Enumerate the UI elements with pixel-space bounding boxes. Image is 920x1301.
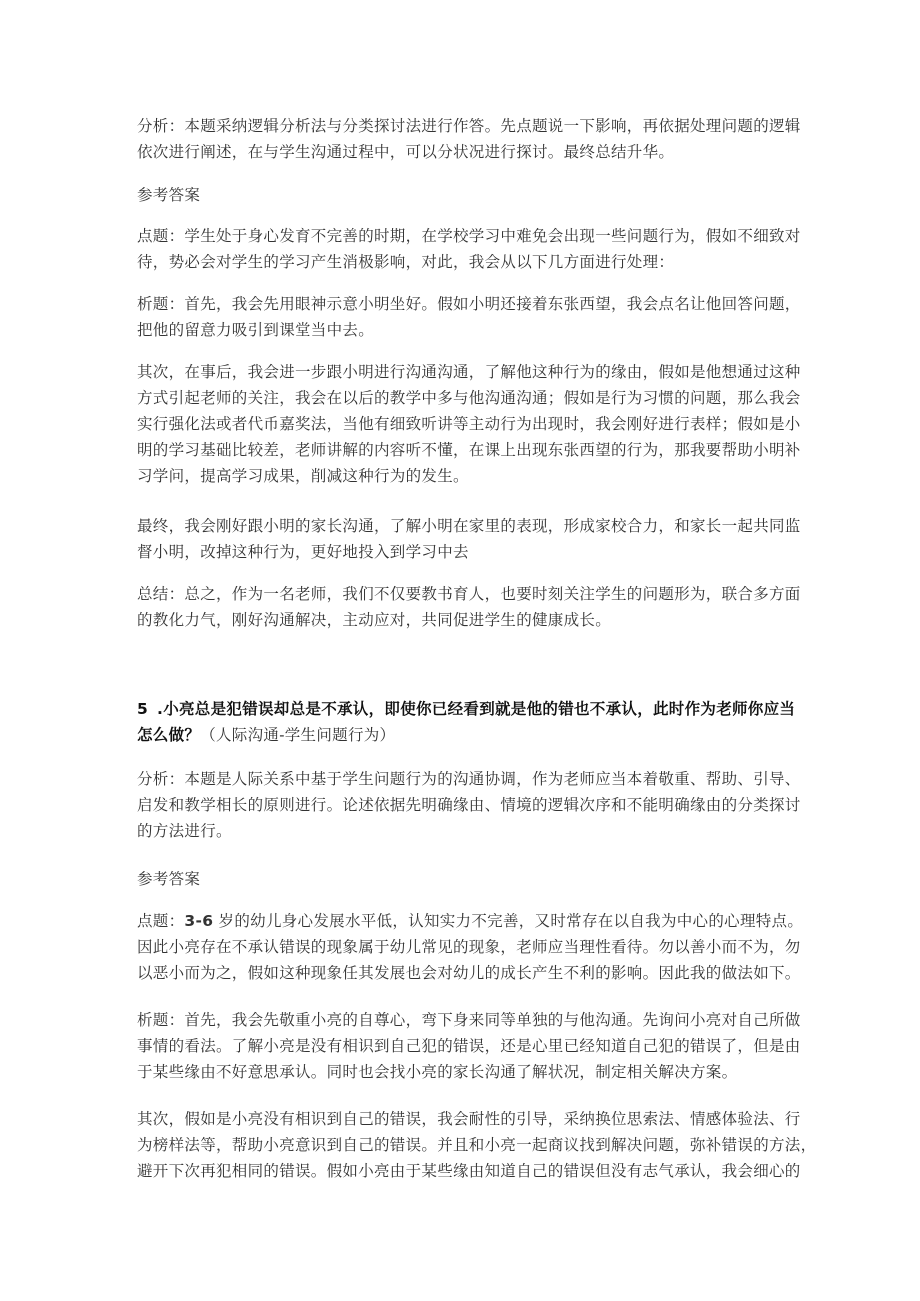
heading-text-1: .小亮总是犯错误却总是不承认，即使你已经看到就是他的错也不承认，此时作为老师你应当 xyxy=(157,700,796,718)
text-line: 点题：学生处于身心发育不完善的时期，在学校学习中难免会出现一些问题行为，假如不细致对 xyxy=(137,227,801,245)
text-line: 待，势必会对学生的学习产生消极影响，对此，我会从以下几方面进行处理： xyxy=(137,253,675,271)
analyze-paragraph-prev xyxy=(137,291,801,343)
question-heading xyxy=(137,696,797,748)
point-paragraph xyxy=(137,908,804,986)
second-paragraph-prev xyxy=(137,359,801,489)
text-line: 习学问，提高学习成果，削减这种行为的发生。 xyxy=(137,467,469,485)
text-line: 参考答案 xyxy=(137,186,201,204)
text-line: 启发和教学相长的原则进行。论述依据先明确缘由、情境的逻辑次序和不能明确缘由的分类探讨 xyxy=(137,796,801,814)
summary-paragraph-prev xyxy=(137,581,801,633)
text-line: 督小明，改掉这种行为，更好地投入到学习中去 xyxy=(137,543,469,561)
text-line: 明的学习基础比较差，老师讲解的内容听不懂，在课上出现东张西望的行为，那我要帮助小明补 xyxy=(137,441,801,459)
answer-label xyxy=(137,866,797,892)
point-prefix: 点题： xyxy=(137,912,185,930)
analysis-paragraph-prev xyxy=(137,113,801,165)
text-line: 以恶小而为之，假如这种现象任其发展也会对幼儿的成长产生不利的影响。因此我的做法如下。 xyxy=(137,964,801,982)
text-line: 分析：本题是人际关系中基于学生问题行为的沟通协调，作为老师应当本着敬重、帮助、引导、 xyxy=(137,770,801,788)
text-line: 其次，假如是小亮没有相识到自己的错误，我会耐性的引导，采纳换位思索法、情感体验法、行 xyxy=(137,1110,801,1128)
text-line: 因此小亮存在不承认错误的现象属于幼儿常见的现象，老师应当理性看待。勿以善小而不为，勿 xyxy=(137,938,801,956)
text-line: 为榜样法等，帮助小亮意识到自己的错误。并且和小亮一起商议找到解决问题，弥补错误的方法， xyxy=(137,1136,817,1154)
text-line: 把他的留意力吸引到课堂当中去。 xyxy=(137,321,375,339)
point-paragraph-prev xyxy=(137,223,801,275)
second-paragraph xyxy=(137,1106,817,1184)
text-line: 实行强化法或者代币嘉奖法，当他有细致听讲等主动行为出现时，我会刚好进行表样；假如是小 xyxy=(137,415,801,433)
analyze-paragraph xyxy=(137,1007,801,1085)
point-line-1-rest: 岁的幼儿身心发展水平低，认知实力不完善，又时常存在以自我为中心的心理特点。 xyxy=(218,912,804,930)
text-line: 析题：首先，我会先用眼神示意小明坐好。假如小明还接着东张西望，我会点名让他回答问题， xyxy=(137,295,801,313)
age-range: 3-6 xyxy=(184,912,214,930)
text-line: 避开下次再犯相同的错误。假如小亮由于某些缘由知道自己的错误但没有志气承认，我会细心的 xyxy=(137,1162,801,1180)
text-line: 析题：首先，我会先敬重小亮的自尊心，弯下身来同等单独的与他沟通。先询问小亮对自己所做 xyxy=(137,1011,801,1029)
answer-label-prev xyxy=(137,182,797,208)
heading-category-tag: （人际沟通-学生问题行为） xyxy=(200,726,396,744)
text-line: 的方法进行。 xyxy=(137,822,232,840)
text-line: 最终，我会刚好跟小明的家长沟通，了解小明在家里的表现，形成家校合力，和家长一起共同监 xyxy=(137,517,801,535)
text-line: 事情的看法。了解小亮是没有相识到自己犯的错误，还是心里已经知道自己犯的错误了，但是由 xyxy=(137,1037,801,1055)
text-line: 依次进行阐述，在与学生沟通过程中，可以分状况进行探讨。最终总结升华。 xyxy=(137,143,675,161)
final-paragraph-prev xyxy=(137,513,801,565)
text-line: 于某些缘由不好意思承认。同时也会找小亮的家长沟通了解状况，制定相关解决方案。 xyxy=(137,1063,738,1081)
text-line: 方式引起老师的关注，我会在以后的教学中多与他沟通沟通；假如是行为习惯的问题，那么我会 xyxy=(137,389,801,407)
heading-line-1 xyxy=(137,696,797,722)
text-line: 分析：本题采纳逻辑分析法与分类探讨法进行作答。先点题说一下影响，再依据处理问题的逻辑 xyxy=(137,117,801,135)
text-line: 其次，在事后，我会进一步跟小明进行沟通沟通，了解他这种行为的缘由，假如是他想通过这种 xyxy=(137,363,801,381)
question-number: 5 xyxy=(137,700,149,718)
text-line: 参考答案 xyxy=(137,870,201,888)
text-line: 总结：总之，作为一名老师，我们不仅要教书育人，也要时刻关注学生的问题形为，联合多方面 xyxy=(137,585,801,603)
text-line xyxy=(137,908,804,934)
heading-text-2: 怎么做？ xyxy=(137,726,201,744)
heading-line-2 xyxy=(137,722,797,748)
text-line: 的教化力气，刚好沟通解决，主动应对，共同促进学生的健康成长。 xyxy=(137,611,612,629)
analysis-paragraph xyxy=(137,766,801,844)
